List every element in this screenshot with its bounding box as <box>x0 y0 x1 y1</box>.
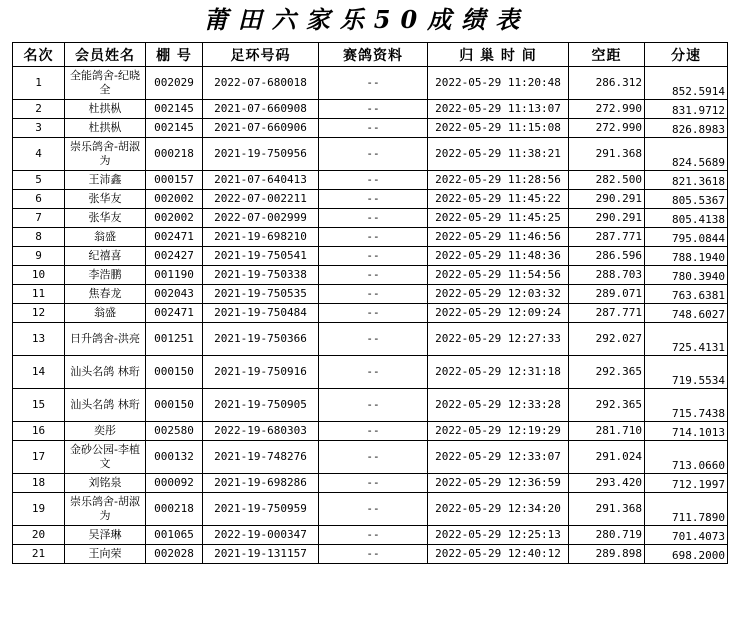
bird-info-cell: -- <box>319 266 428 285</box>
member-name-cell: 崇乐鸽舍-胡淑为 <box>65 493 146 526</box>
member-name-cell: 崇乐鸽舍-胡淑为 <box>65 138 146 171</box>
ring-number-cell: 2022-19-680303 <box>203 422 319 441</box>
bird-info-cell: -- <box>319 190 428 209</box>
rank-cell: 21 <box>13 545 65 564</box>
distance-cell: 282.500 <box>569 171 645 190</box>
table-row <box>13 138 728 171</box>
ring-number-cell: 2021-07-660908 <box>203 100 319 119</box>
arrival-time-cell: 2022-05-29 11:15:08 <box>428 119 569 138</box>
loft-number-cell: 000132 <box>146 441 203 474</box>
ring-number-cell: 2021-19-750541 <box>203 247 319 266</box>
ring-number-cell: 2021-19-698286 <box>203 474 319 493</box>
speed-cell: 715.7438 <box>645 389 728 422</box>
table-row <box>13 304 728 323</box>
ring-number-cell: 2022-07-002999 <box>203 209 319 228</box>
member-name-cell: 吴泽琳 <box>65 526 146 545</box>
speed-cell: 763.6381 <box>645 285 728 304</box>
distance-cell: 272.990 <box>569 100 645 119</box>
member-name-cell: 刘铭泉 <box>65 474 146 493</box>
loft-number-cell: 002427 <box>146 247 203 266</box>
member-name-cell: 汕头名鸽 林珩 <box>65 356 146 389</box>
table-row <box>13 119 728 138</box>
speed-cell: 701.4073 <box>645 526 728 545</box>
bird-info-cell: -- <box>319 422 428 441</box>
distance-cell: 290.291 <box>569 209 645 228</box>
distance-cell: 286.312 <box>569 67 645 100</box>
distance-cell: 291.368 <box>569 138 645 171</box>
member-name-cell: 全能鸽舍-纪晓全 <box>65 67 146 100</box>
member-name-cell: 奕彤 <box>65 422 146 441</box>
rank-cell: 14 <box>13 356 65 389</box>
member-name-cell: 李浩鹏 <box>65 266 146 285</box>
header-rank: 名次 <box>13 43 65 67</box>
ring-number-cell: 2021-19-131157 <box>203 545 319 564</box>
member-name-cell: 王沛鑫 <box>65 171 146 190</box>
rank-cell: 18 <box>13 474 65 493</box>
loft-number-cell: 002043 <box>146 285 203 304</box>
bird-info-cell: -- <box>319 100 428 119</box>
loft-number-cell: 002029 <box>146 67 203 100</box>
ring-number-cell: 2021-19-750366 <box>203 323 319 356</box>
table-row <box>13 190 728 209</box>
bird-info-cell: -- <box>319 247 428 266</box>
member-name-cell: 张华友 <box>65 190 146 209</box>
distance-cell: 290.291 <box>569 190 645 209</box>
arrival-time-cell: 2022-05-29 12:36:59 <box>428 474 569 493</box>
speed-cell: 852.5914 <box>645 67 728 100</box>
ring-number-cell: 2021-19-698210 <box>203 228 319 247</box>
arrival-time-cell: 2022-05-29 11:46:56 <box>428 228 569 247</box>
table-row <box>13 356 728 389</box>
speed-cell: 713.0660 <box>645 441 728 474</box>
loft-number-cell: 001190 <box>146 266 203 285</box>
arrival-time-cell: 2022-05-29 11:13:07 <box>428 100 569 119</box>
bird-info-cell: -- <box>319 209 428 228</box>
distance-cell: 291.368 <box>569 493 645 526</box>
loft-number-cell: 002580 <box>146 422 203 441</box>
bird-info-cell: -- <box>319 323 428 356</box>
arrival-time-cell: 2022-05-29 11:54:56 <box>428 266 569 285</box>
arrival-time-cell: 2022-05-29 12:27:33 <box>428 323 569 356</box>
distance-cell: 289.071 <box>569 285 645 304</box>
ring-number-cell: 2021-07-660906 <box>203 119 319 138</box>
ring-number-cell: 2021-19-750905 <box>203 389 319 422</box>
loft-number-cell: 001251 <box>146 323 203 356</box>
ring-number-cell: 2022-07-002211 <box>203 190 319 209</box>
header-row <box>13 43 728 67</box>
speed-cell: 719.5534 <box>645 356 728 389</box>
rank-cell: 9 <box>13 247 65 266</box>
ring-number-cell: 2022-07-680018 <box>203 67 319 100</box>
loft-number-cell: 000218 <box>146 138 203 171</box>
distance-cell: 287.771 <box>569 228 645 247</box>
table-row <box>13 209 728 228</box>
member-name-cell: 王向荣 <box>65 545 146 564</box>
speed-cell: 788.1940 <box>645 247 728 266</box>
member-name-cell: 日升鸽舍-洪亮 <box>65 323 146 356</box>
ring-number-cell: 2022-19-000347 <box>203 526 319 545</box>
rank-cell: 3 <box>13 119 65 138</box>
speed-cell: 725.4131 <box>645 323 728 356</box>
bird-info-cell: -- <box>319 356 428 389</box>
distance-cell: 292.365 <box>569 356 645 389</box>
speed-cell: 711.7890 <box>645 493 728 526</box>
ring-number-cell: 2021-19-748276 <box>203 441 319 474</box>
speed-cell: 780.3940 <box>645 266 728 285</box>
loft-number-cell: 000218 <box>146 493 203 526</box>
table-row <box>13 389 728 422</box>
loft-number-cell: 002145 <box>146 100 203 119</box>
loft-number-cell: 002471 <box>146 228 203 247</box>
arrival-time-cell: 2022-05-29 12:09:24 <box>428 304 569 323</box>
distance-cell: 288.703 <box>569 266 645 285</box>
member-name-cell: 翁盛 <box>65 228 146 247</box>
header-loft-number: 棚 号 <box>146 43 203 67</box>
arrival-time-cell: 2022-05-29 11:20:48 <box>428 67 569 100</box>
loft-number-cell: 002471 <box>146 304 203 323</box>
loft-number-cell: 000150 <box>146 389 203 422</box>
arrival-time-cell: 2022-05-29 11:45:25 <box>428 209 569 228</box>
bird-info-cell: -- <box>319 228 428 247</box>
arrival-time-cell: 2022-05-29 11:38:21 <box>428 138 569 171</box>
rank-cell: 20 <box>13 526 65 545</box>
table-row <box>13 67 728 100</box>
member-name-cell: 张华友 <box>65 209 146 228</box>
distance-cell: 292.365 <box>569 389 645 422</box>
distance-cell: 286.596 <box>569 247 645 266</box>
loft-number-cell: 000157 <box>146 171 203 190</box>
speed-cell: 831.9712 <box>645 100 728 119</box>
rank-cell: 16 <box>13 422 65 441</box>
table-row <box>13 285 728 304</box>
arrival-time-cell: 2022-05-29 12:33:28 <box>428 389 569 422</box>
loft-number-cell: 002145 <box>146 119 203 138</box>
arrival-time-cell: 2022-05-29 11:28:56 <box>428 171 569 190</box>
rank-cell: 8 <box>13 228 65 247</box>
rank-cell: 6 <box>13 190 65 209</box>
page-title: 莆田六家乐50成绩表 <box>203 5 530 34</box>
speed-cell: 821.3618 <box>645 171 728 190</box>
member-name-cell: 汕头名鸽 林珩 <box>65 389 146 422</box>
arrival-time-cell: 2022-05-29 12:34:20 <box>428 493 569 526</box>
ring-number-cell: 2021-07-640413 <box>203 171 319 190</box>
member-name-cell: 杜拱枞 <box>65 119 146 138</box>
ring-number-cell: 2021-19-750535 <box>203 285 319 304</box>
bird-info-cell: -- <box>319 474 428 493</box>
table-row <box>13 526 728 545</box>
speed-cell: 824.5689 <box>645 138 728 171</box>
speed-cell: 826.8983 <box>645 119 728 138</box>
table-row <box>13 100 728 119</box>
member-name-cell: 翁盛 <box>65 304 146 323</box>
speed-cell: 805.5367 <box>645 190 728 209</box>
member-name-cell: 杜拱枞 <box>65 100 146 119</box>
bird-info-cell: -- <box>319 285 428 304</box>
bird-info-cell: -- <box>319 119 428 138</box>
results-table <box>12 42 728 564</box>
arrival-time-cell: 2022-05-29 12:19:29 <box>428 422 569 441</box>
bird-info-cell: -- <box>319 493 428 526</box>
bird-info-cell: -- <box>319 171 428 190</box>
arrival-time-cell: 2022-05-29 12:31:18 <box>428 356 569 389</box>
distance-cell: 293.420 <box>569 474 645 493</box>
loft-number-cell: 002002 <box>146 209 203 228</box>
bird-info-cell: -- <box>319 138 428 171</box>
bird-info-cell: -- <box>319 304 428 323</box>
bird-info-cell: -- <box>319 545 428 564</box>
speed-cell: 714.1013 <box>645 422 728 441</box>
loft-number-cell: 002002 <box>146 190 203 209</box>
header-speed: 分速 <box>645 43 728 67</box>
table-row <box>13 474 728 493</box>
arrival-time-cell: 2022-05-29 12:33:07 <box>428 441 569 474</box>
loft-number-cell: 000150 <box>146 356 203 389</box>
arrival-time-cell: 2022-05-29 12:03:32 <box>428 285 569 304</box>
distance-cell: 272.990 <box>569 119 645 138</box>
rank-cell: 4 <box>13 138 65 171</box>
distance-cell: 289.898 <box>569 545 645 564</box>
arrival-time-cell: 2022-05-29 11:45:22 <box>428 190 569 209</box>
rank-cell: 15 <box>13 389 65 422</box>
bird-info-cell: -- <box>319 389 428 422</box>
rank-cell: 12 <box>13 304 65 323</box>
table-row <box>13 493 728 526</box>
header-arrival-time: 归 巢 时 间 <box>428 43 569 67</box>
distance-cell: 287.771 <box>569 304 645 323</box>
speed-cell: 795.0844 <box>645 228 728 247</box>
member-name-cell: 金砂公园-李植文 <box>65 441 146 474</box>
rank-cell: 5 <box>13 171 65 190</box>
distance-cell: 292.027 <box>569 323 645 356</box>
header-ring-number: 足环号码 <box>203 43 319 67</box>
bird-info-cell: -- <box>319 526 428 545</box>
rank-cell: 19 <box>13 493 65 526</box>
ring-number-cell: 2021-19-750338 <box>203 266 319 285</box>
member-name-cell: 焦春龙 <box>65 285 146 304</box>
bird-info-cell: -- <box>319 67 428 100</box>
bird-info-cell: -- <box>319 441 428 474</box>
rank-cell: 13 <box>13 323 65 356</box>
table-row <box>13 441 728 474</box>
table-row <box>13 247 728 266</box>
arrival-time-cell: 2022-05-29 12:40:12 <box>428 545 569 564</box>
rank-cell: 10 <box>13 266 65 285</box>
ring-number-cell: 2021-19-750916 <box>203 356 319 389</box>
rank-cell: 7 <box>13 209 65 228</box>
distance-cell: 291.024 <box>569 441 645 474</box>
speed-cell: 805.4138 <box>645 209 728 228</box>
header-distance: 空距 <box>569 43 645 67</box>
speed-cell: 698.2000 <box>645 545 728 564</box>
distance-cell: 280.719 <box>569 526 645 545</box>
table-row <box>13 323 728 356</box>
table-row <box>13 228 728 247</box>
rank-cell: 2 <box>13 100 65 119</box>
header-bird-info: 赛鸽资料 <box>319 43 428 67</box>
table-row <box>13 266 728 285</box>
ring-number-cell: 2021-19-750956 <box>203 138 319 171</box>
table-row <box>13 545 728 564</box>
loft-number-cell: 002028 <box>146 545 203 564</box>
speed-cell: 748.6027 <box>645 304 728 323</box>
table-row <box>13 171 728 190</box>
rank-cell: 1 <box>13 67 65 100</box>
arrival-time-cell: 2022-05-29 11:48:36 <box>428 247 569 266</box>
rank-cell: 11 <box>13 285 65 304</box>
arrival-time-cell: 2022-05-29 12:25:13 <box>428 526 569 545</box>
header-member-name: 会员姓名 <box>65 43 146 67</box>
ring-number-cell: 2021-19-750959 <box>203 493 319 526</box>
speed-cell: 712.1997 <box>645 474 728 493</box>
ring-number-cell: 2021-19-750484 <box>203 304 319 323</box>
distance-cell: 281.710 <box>569 422 645 441</box>
loft-number-cell: 000092 <box>146 474 203 493</box>
rank-cell: 17 <box>13 441 65 474</box>
table-row <box>13 422 728 441</box>
loft-number-cell: 001065 <box>146 526 203 545</box>
member-name-cell: 纪禧喜 <box>65 247 146 266</box>
